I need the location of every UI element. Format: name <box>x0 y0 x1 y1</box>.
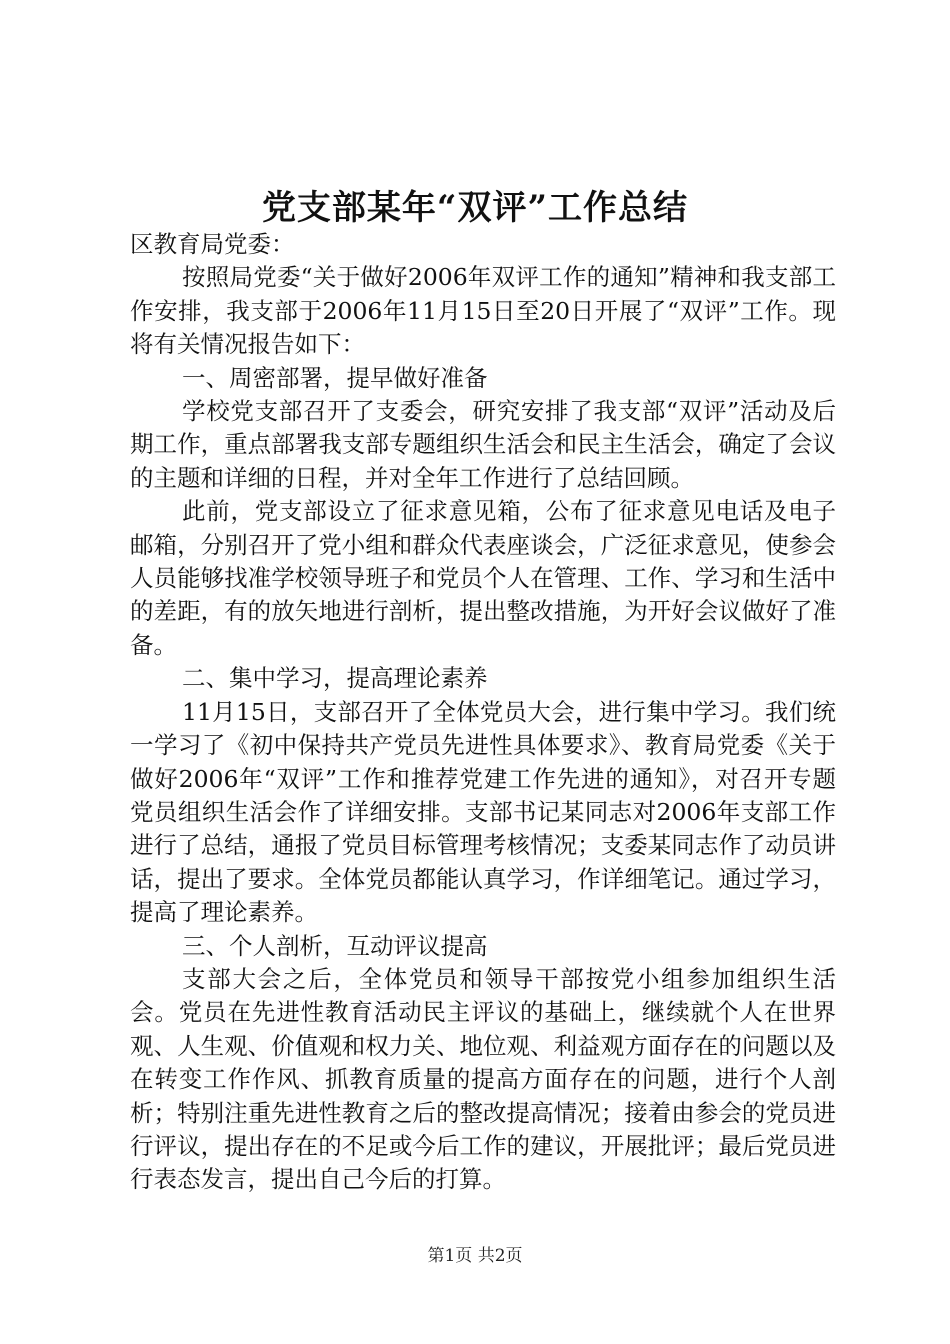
body-paragraph: 11月15日，支部召开了全体党员大会，进行集中学习。我们统一学习了《初中保持共产党员先进性具体要求》、教育局党委《关于做好2006年“双评”工作和推荐党建工作先进的通知》，对召开专题党员组织生活会作了详细安排。支部书记某同志对2006年支部工作进行了总结，通报了党员目标管理考核情况；支委某同志作了动员讲话，提出了要求。全体党员都能认真学习，作详细笔记。通过学习，提高了理论素养。 <box>130 697 836 927</box>
page-footer: 第1页 共2页 <box>427 1246 523 1266</box>
section-heading-3: 三、个人剖析，互动评议提高 <box>182 931 488 960</box>
section-heading-1: 一、周密部署，提早做好准备 <box>182 363 488 392</box>
body-paragraph: 学校党支部召开了支委会，研究安排了我支部“双评”活动及后期工作，重点部署我支部专题组织生活会和民主生活会，确定了会议的主题和详细的日程，并对全年工作进行了总结回顾。 <box>130 397 836 492</box>
intro-paragraph: 按照局党委“关于做好2006年双评工作的通知”精神和我支部工作安排，我支部于2006年11月15日至20日开展了“双评”工作。现将有关情况报告如下： <box>130 263 836 359</box>
salutation: 区教育局党委： <box>130 230 295 258</box>
document-body <box>130 228 836 1197</box>
section-heading-2: 二、集中学习，提高理论素养 <box>182 664 488 693</box>
body-paragraph: 支部大会之后，全体党员和领导干部按党小组参加组织生活会。党员在先进性教育活动民主评议的基础上，继续就个人在世界观、人生观、价值观和权力关、地位观、利益观方面存在的问题以及在转变工作作风、抓教育质量的提高方面存在的问题，进行个人剖析；特别注重先进性教育之后的整改提高情况；接着由参会的党员进行评议，提出存在的不足或今后工作的建议，开展批评；最后党员进行表态发言，提出自己今后的打算。 <box>130 964 836 1194</box>
document-title: 党支部某年“双评”工作总结 <box>261 188 689 228</box>
body-paragraph: 此前，党支部设立了征求意见箱，公布了征求意见电话及电子邮箱，分别召开了党小组和群众代表座谈会，广泛征求意见，使参会人员能够找准学校领导班子和党员个人在管理、工作、学习和生活中的差距，有的放矢地进行剖析，提出整改措施，为开好会议做好了准备。 <box>130 497 836 659</box>
